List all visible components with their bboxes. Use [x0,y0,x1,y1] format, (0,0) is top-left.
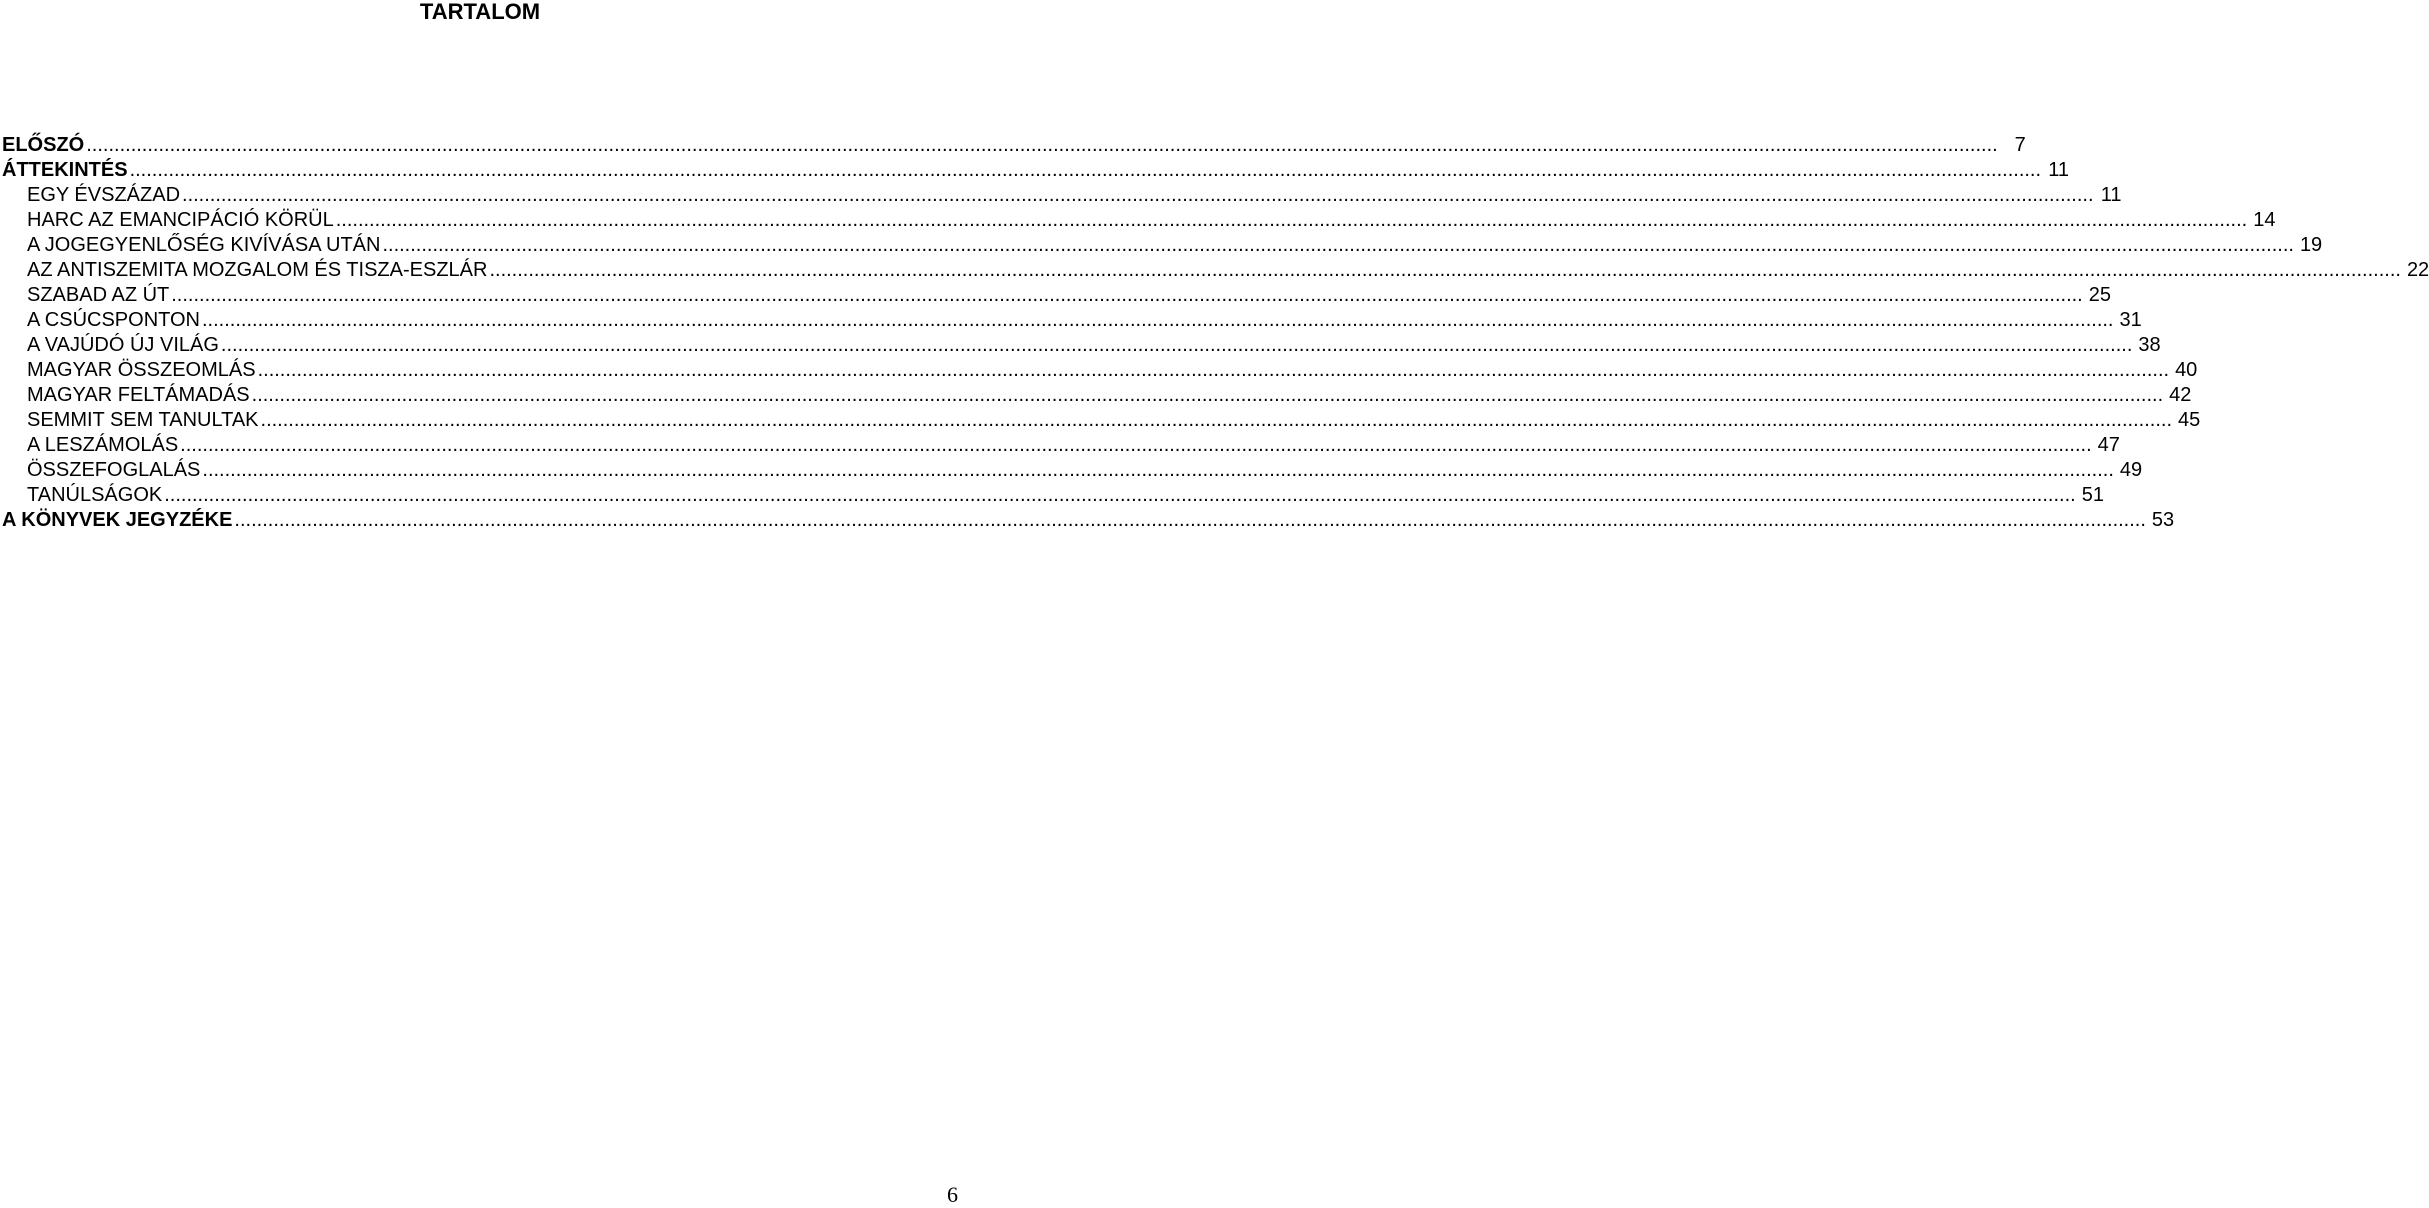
toc-entry[interactable] [2,358,2198,383]
toc-entry-label: A VAJÚDÓ ÚJ VILÁG [27,334,219,356]
toc-entry-label: MAGYAR ÖSSZEOMLÁS [27,359,256,381]
toc-entry-page: 31 [2119,309,2142,331]
toc-entry-page: 53 [2151,509,2175,531]
page-number: 6 [947,1182,958,1207]
toc-entry-label: ÁTTEKINTÉS [2,159,128,181]
toc-entry-label: A CSÚCSPONTON [27,309,200,331]
toc-leader-dots [171,283,2082,308]
toc-leader-dots [180,433,2091,458]
toc-entry[interactable] [2,283,2111,308]
toc-entry[interactable] [2,333,2161,358]
toc-entry[interactable] [2,308,2142,333]
toc-entry[interactable] [2,458,2143,483]
toc-entry-page: 40 [2175,359,2198,381]
toc-entry-page: 11 [2048,159,2070,181]
toc-entry-label: ÖSSZEFOGLALÁS [27,459,201,481]
toc-entry-page: 45 [2178,409,2201,431]
toc-entry-label: A LESZÁMOLÁS [27,434,179,456]
toc-entry-label: SZABAD AZ ÚT [27,284,170,306]
toc-leader-dots [234,508,2145,533]
document-title: TARTALOM [419,0,541,24]
toc-leader-dots [336,208,2247,233]
table-of-contents [2,133,2429,533]
toc-entry-label: TANÚLSÁGOK [27,484,163,506]
toc-leader-dots [489,258,2400,283]
toc-entry-label: ELŐSZÓ [2,134,85,156]
toc-entry-page: 51 [2081,484,2104,506]
toc-leader-dots [258,358,2169,383]
toc-entry[interactable] [2,483,2104,508]
toc-leader-dots [86,133,1997,158]
toc-leader-dots [221,333,2132,358]
toc-entry-label: MAGYAR FELTÁMADÁS [27,384,250,406]
toc-entry-label: SEMMIT SEM TANULTAK [27,409,259,431]
toc-leader-dots [261,408,2172,433]
toc-leader-dots [252,383,2163,408]
toc-entry-label: A KÖNYVEK JEGYZÉKE [2,509,233,531]
toc-leader-dots [202,458,2113,483]
toc-entry[interactable] [2,183,2122,208]
toc-entry-page: 19 [2299,234,2323,256]
toc-leader-dots [182,183,2093,208]
toc-leader-dots [202,308,2113,333]
toc-entry[interactable] [2,408,2201,433]
toc-entry[interactable] [2,233,2323,258]
toc-entry-label: A JOGEGYENLŐSÉG KIVÍVÁSA UTÁN [27,234,381,256]
toc-entry-page: 7 [2014,134,2026,156]
toc-entry-page: 11 [2100,184,2122,206]
toc-entry[interactable] [2,383,2192,408]
toc-entry-page: 49 [2119,459,2143,481]
toc-entry[interactable] [2,208,2276,233]
toc-entry-label: HARC AZ EMANCIPÁCIÓ KÖRÜL [27,209,334,231]
toc-entry[interactable] [2,433,2120,458]
toc-entry-page: 14 [2253,209,2276,231]
toc-entry-page: 38 [2138,334,2161,356]
toc-leader-dots [130,158,2041,183]
toc-entry-page: 47 [2097,434,2120,456]
toc-entry-label: EGY ÉVSZÁZAD [27,184,181,206]
toc-entry-page: 22 [2406,259,2429,281]
toc-entry-page: 25 [2088,284,2111,306]
toc-entry[interactable] [2,133,2026,158]
toc-entry[interactable] [2,158,2070,183]
toc-entry[interactable] [2,508,2175,533]
toc-entry-label: AZ ANTISZEMITA MOZGALOM ÉS TISZA-ESZLÁR [27,259,488,281]
toc-entry-page: 42 [2169,384,2192,406]
toc-entry[interactable] [2,258,2429,283]
toc-leader-dots [382,233,2293,258]
toc-leader-dots [164,483,2075,508]
